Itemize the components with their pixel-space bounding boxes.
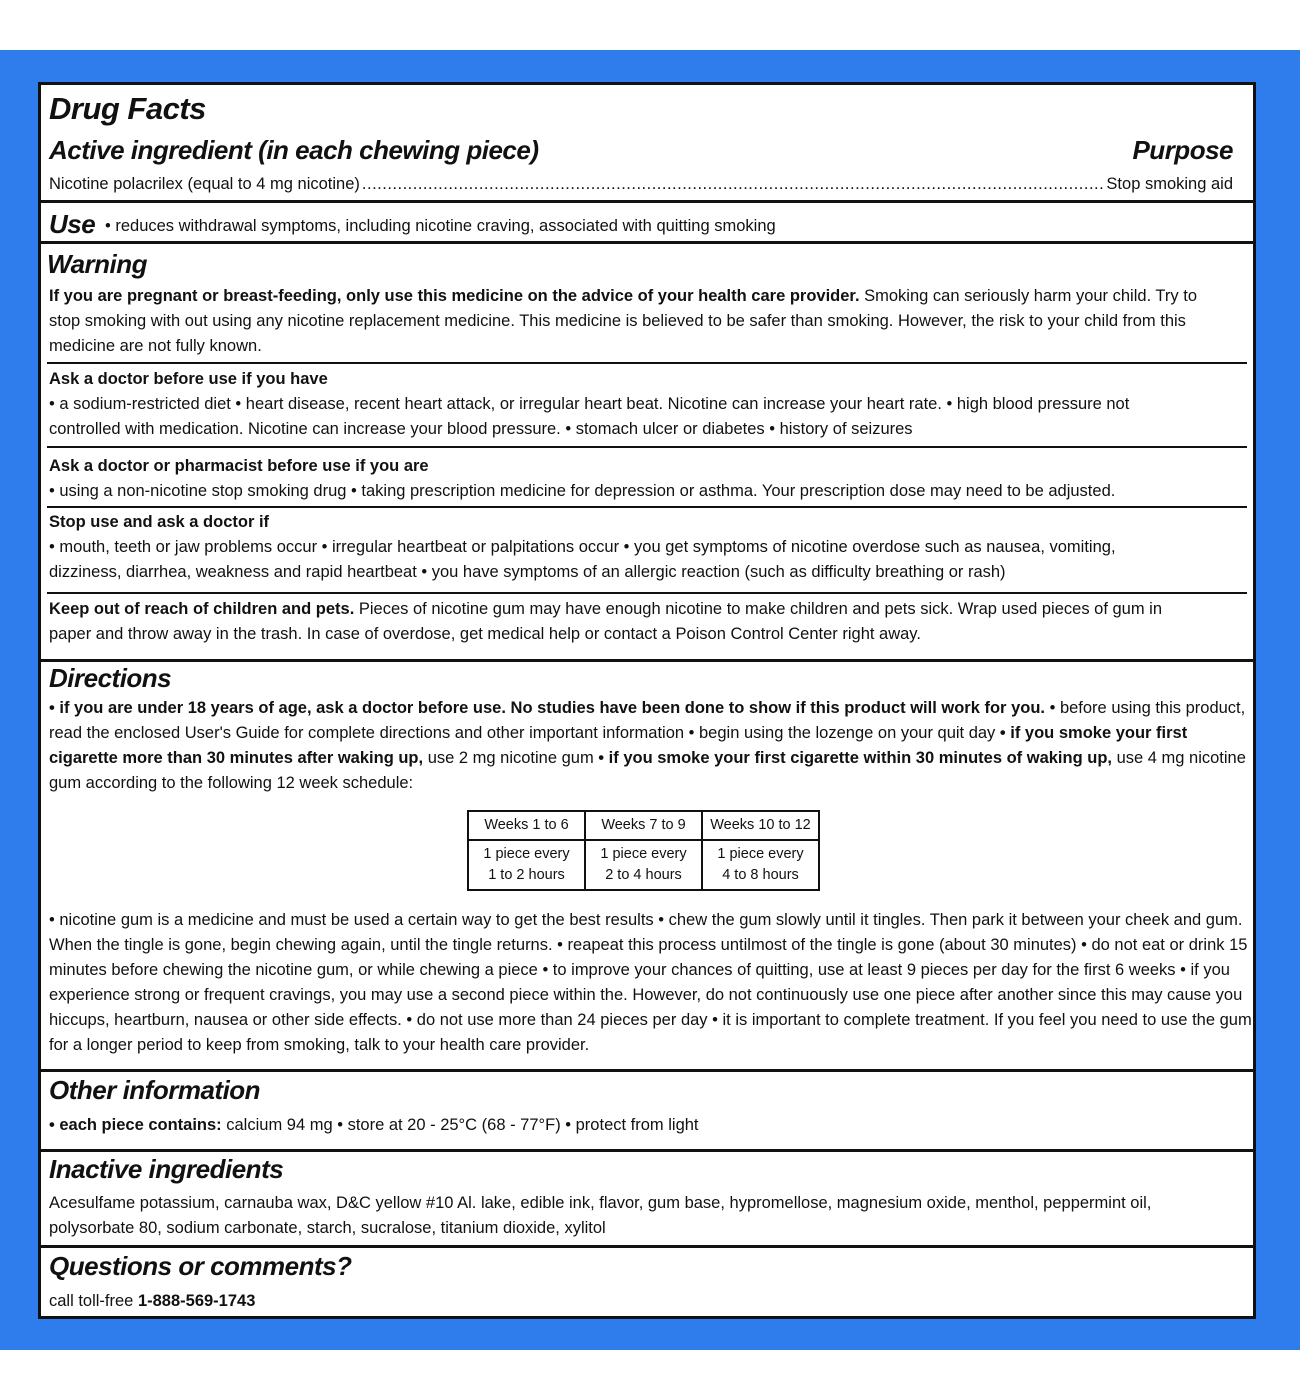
schedule-cell (468, 840, 585, 890)
other-information-bold: • each piece contains: (49, 1116, 222, 1134)
ingredient-purpose: Stop smoking aid (1106, 175, 1233, 193)
divider (47, 592, 1247, 594)
keep-out-bold: Keep out of reach of children and pets. (49, 600, 355, 618)
divider (41, 659, 1253, 662)
use-heading: Use (49, 209, 96, 239)
divider (47, 506, 1247, 508)
schedule-cell-line: 1 to 2 hours (488, 867, 565, 883)
toll-free-line (49, 1289, 255, 1314)
divider (47, 446, 1247, 448)
schedule-cell (702, 840, 819, 890)
schedule-cell-line: 4 to 8 hours (722, 867, 799, 883)
dosing-schedule-table (467, 810, 820, 891)
other-information-text (49, 1113, 699, 1138)
other-information-detail: calcium 94 mg • store at 20 - 25°C (68 - 77°F) • protect from light (221, 1116, 699, 1134)
leader-dots (362, 175, 1105, 194)
divider (41, 241, 1253, 244)
inactive-ingredients-heading: Inactive ingredients (49, 1154, 284, 1184)
divider (41, 1245, 1253, 1248)
directions-heading: Directions (49, 663, 172, 693)
schedule-cell-line: 2 to 4 hours (605, 867, 682, 883)
purpose-heading: Purpose (1132, 135, 1233, 165)
directions-paragraph-1 (49, 696, 1254, 796)
other-information-heading: Other information (49, 1075, 261, 1105)
keep-out-text: Pieces of nicotine gum may have enough nicotine to make children and pets sick. Wrap used pieces of gum in paper and throw away in the trash. In case of overdose, get medical help or contact a Poison Control Center right away. (49, 600, 1163, 643)
schedule-cell-line: 1 piece every (717, 846, 804, 862)
pregnancy-warning-bold: If you are pregnant or breast-feeding, only use this medicine on the advice of your health care provider. (49, 287, 860, 305)
schedule-cell-line: 1 piece every (483, 846, 570, 862)
directions-text-3: use 4 mg nicotine gum according to the following 12 week schedule: (49, 749, 1246, 792)
directions-bold-2: • if you smoke your first cigarette more than 30 minutes after waking up, (49, 724, 1188, 767)
stop-use-text: • mouth, teeth or jaw problems occur • irregular heartbeat or palpitations occur • you get symptoms of nicotine overdose such as nausea, vomiting, dizziness, diarrhea, weakness and rapid heartbeat • you have symptoms of an allergic reaction (such as difficulty breathing or rash) (49, 538, 1116, 581)
toll-free-phone: 1-888-569-1743 (137, 1292, 256, 1310)
drug-facts-title: Drug Facts (49, 91, 206, 126)
directions-paragraph-2: • nicotine gum is a medicine and must be used a certain way to get the best results • chew the gum slowly until it tingles. Then park it between your cheek and gum. When the tingle is gone, begin chewing again, until the tingle returns. • reapeat this process untilmost of the tingle is gone (about 30 minutes) • do not eat or drink 15 minutes before chewing the nicotine gum, or while chewing a piece • to improve your chances of quitting, use at least 9 pieces per day for the first 6 weeks • if you experience strong or frequent cravings, you may use a second piece within the. However, do not continuously use one piece after another since this may cause you hiccups, heartburn, nausea or other side effects. • do not use more than 24 pieces per day • it is important to complete treatment. If you feel you need to use the gum for a longer period to keep from smoking, talk to your health care provider. (49, 911, 1252, 1054)
pregnancy-warning (49, 284, 1199, 359)
warning-heading: Warning (47, 249, 148, 279)
questions-heading: Questions or comments? (49, 1251, 352, 1281)
directions-text-1: • before using this product, read the enclosed User's Guide for complete directions and other important information • begin using the lozenge on your quit day (49, 699, 1246, 742)
divider (41, 1149, 1253, 1152)
active-ingredient-heading: Active ingredient (in each chewing piece) (49, 135, 539, 165)
directions-bold-3: • if you smoke your first cigarette within 30 minutes of waking up, (598, 749, 1112, 767)
toll-free-label: call toll-free (49, 1292, 138, 1310)
ask-doctor-text: • a sodium-restricted diet • heart disease, recent heart attack, or irregular heart beat. Nicotine can increase your heart rate. • high blood pressure not controlled with medication. Nicotine can increase your blood pressure. • stomach ulcer or diabetes • history of seizures (49, 395, 1130, 438)
schedule-cell-line: 1 piece every (600, 846, 687, 862)
divider (41, 200, 1253, 203)
divider (47, 362, 1247, 364)
directions-text-2: use 2 mg nicotine gum (423, 749, 599, 767)
schedule-cell (585, 840, 702, 890)
schedule-header: Weeks 1 to 6 (468, 811, 585, 840)
schedule-header-row (468, 811, 819, 840)
ingredient-name: Nicotine polacrilex (equal to 4 mg nicotine) (49, 175, 360, 193)
directions-bold-1: • if you are under 18 years of age, ask a doctor before use. No studies have been done to show if this product will work for you. (49, 699, 1045, 717)
schedule-row (468, 840, 819, 890)
inactive-ingredients-text: Acesulfame potassium, carnauba wax, D&C yellow #10 Al. lake, edible ink, flavor, gum base, hypromellose, magnesium oxide, menthol, peppermint oil, polysorbate 80, sodium carbonate, starch, sucralose, titanium dioxide, xylitol (49, 1194, 1152, 1237)
stop-use-heading: Stop use and ask a doctor if (49, 513, 270, 531)
ask-pharmacist-heading: Ask a doctor or pharmacist before use if you are (49, 457, 429, 475)
divider (41, 1069, 1253, 1072)
keep-out-of-reach (49, 597, 1199, 647)
schedule-header: Weeks 7 to 9 (585, 811, 702, 840)
pregnancy-warning-text: Smoking can seriously harm your child. Try to stop smoking with out using any nicotine replacement medicine. This medicine is believed to be safer than smoking. However, the risk to your child from this medicine are not fully known. (49, 287, 1197, 355)
ask-pharmacist-text: • using a non-nicotine stop smoking drug • taking prescription medicine for depression or asthma. Your prescription dose may need to be adjusted. (49, 482, 1116, 500)
use-text: • reduces withdrawal symptoms, including nicotine craving, associated with quitting smoking (105, 217, 776, 235)
ask-doctor-heading: Ask a doctor before use if you have (49, 370, 328, 388)
schedule-header: Weeks 10 to 12 (702, 811, 819, 840)
drug-facts-panel (38, 82, 1256, 1319)
ingredient-row (49, 175, 1233, 194)
